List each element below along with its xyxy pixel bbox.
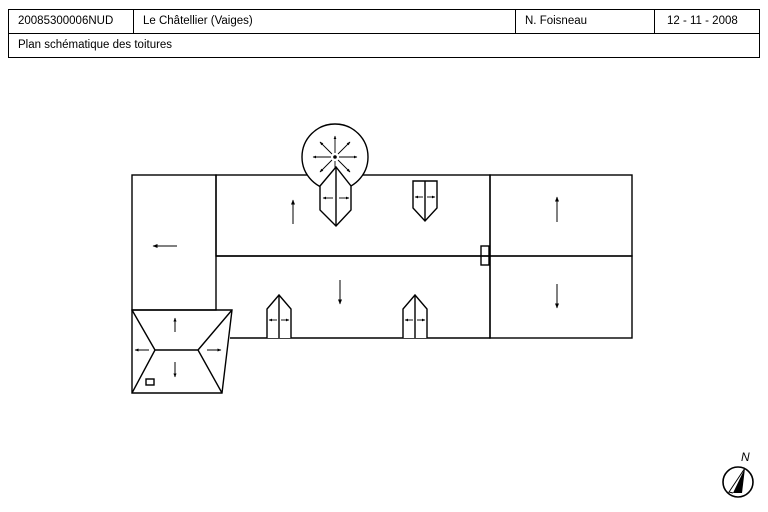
pavilion-ridge (132, 310, 232, 393)
central-roof-north (216, 175, 490, 256)
pavilion-roof (132, 310, 232, 393)
east-roof-south (490, 256, 632, 338)
reference-cell: 20085300006NUD (18, 15, 114, 27)
roof-hatch (146, 379, 154, 385)
west-wing-roof (132, 175, 216, 310)
north-label: N (741, 450, 750, 464)
dormer-north-2 (413, 181, 437, 221)
central-roof-south (216, 256, 490, 338)
plan-title: Plan schématique des toitures (18, 39, 173, 51)
dormer-south-2 (403, 295, 427, 338)
author-cell: N. Foisneau (515, 10, 654, 33)
dormer-south-1 (267, 295, 291, 338)
east-roof-north (490, 175, 632, 256)
date-cell: 12 - 11 - 2008 (654, 10, 759, 33)
north-compass-icon (723, 450, 753, 497)
location-cell: Le Châtellier (Vaiges) (133, 10, 515, 33)
